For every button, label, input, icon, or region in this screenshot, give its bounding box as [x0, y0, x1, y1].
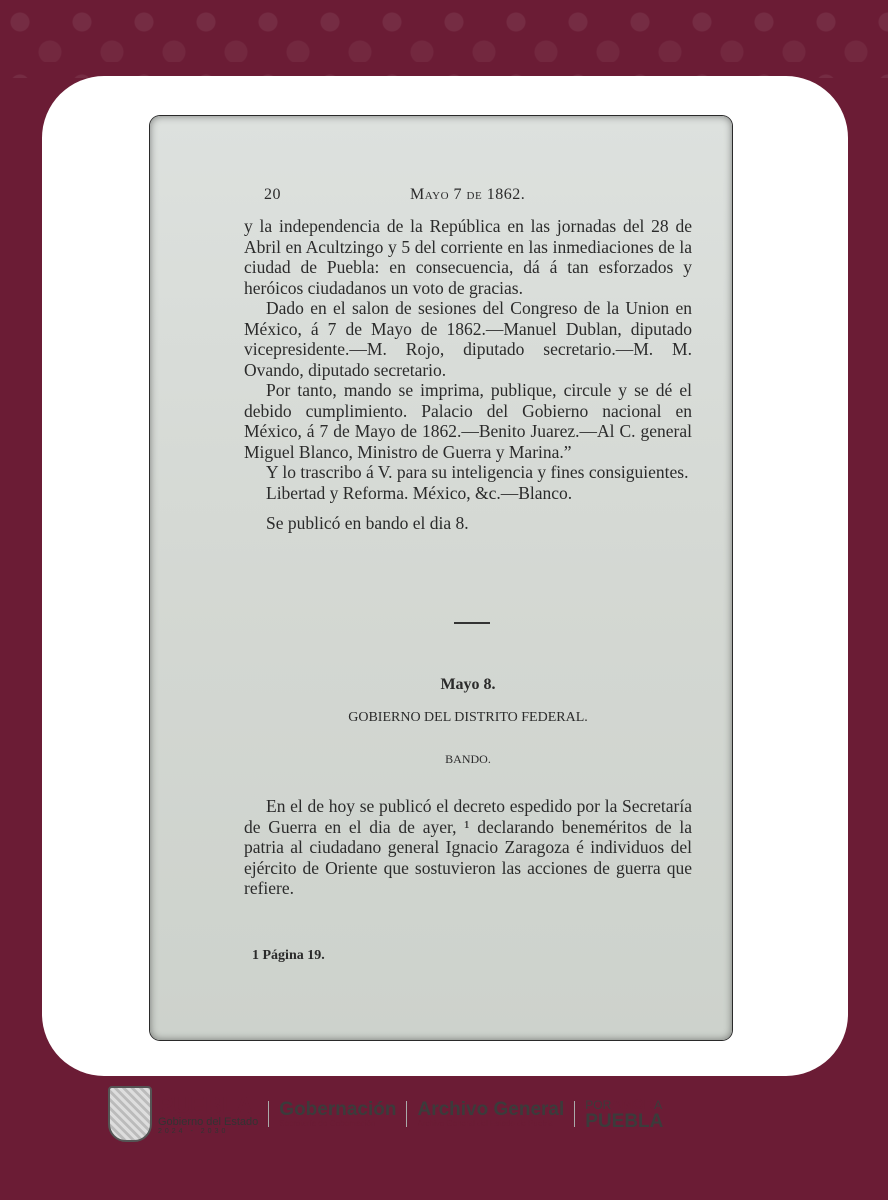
gobernacion-brand [279, 1100, 396, 1128]
paragraph-4: Y lo trascribo á V. para su inteligencia y fines consiguientes. [266, 462, 689, 482]
paragraph-2: Dado en el salon de sesiones del Congreso de la Union en México, á 7 de Mayo de 1862.—Manuel Dublan, diputado vicepresidente.—M. Rojo, diputado secretario.—M. M. Ovando, diputado secretario. [244, 298, 692, 380]
archivo-subtitle: Archivo General del Estado de Puebla [417, 1119, 554, 1128]
header-date: Mayo 7 de 1862. [410, 186, 526, 203]
decorative-pattern-band [0, 0, 888, 78]
archivo-brand [417, 1100, 564, 1128]
footer-logos [108, 1086, 663, 1142]
scanned-document-page [150, 116, 732, 1040]
slogan-brand [585, 1097, 663, 1130]
slogan-puebla: PUEBLA [585, 1110, 664, 1132]
section-type: BANDO. [445, 752, 491, 766]
paragraph-3: Por tanto, mando se imprima, publique, circule y se dé el debido cumplimiento. Palacio del Gobierno nacional en México, á 7 de Mayo de 1862.—Benito Juarez.—Al C. general Miguel Blanco, Ministro de Guerra y Marina.” [244, 380, 692, 462]
slogan-amor: AMOR [611, 1096, 655, 1113]
logo-divider [406, 1101, 407, 1127]
body-text-bottom [244, 796, 692, 899]
footnote: 1 Página 19. [252, 948, 325, 963]
coat-of-arms-icon [108, 1086, 152, 1142]
section-organization: GOBIERNO DEL DISTRITO FEDERAL. [348, 710, 588, 725]
page-number: 20 [264, 186, 281, 203]
puebla-subtitle: Gobierno del Estado [158, 1115, 259, 1128]
section-separator [454, 622, 490, 624]
puebla-years: 2024 - 2030 [158, 1127, 229, 1135]
logo-divider [574, 1101, 575, 1127]
slogan-a: A [654, 1098, 663, 1113]
body-text-top [244, 216, 692, 534]
puebla-brand [158, 1091, 259, 1135]
logo-divider [268, 1101, 269, 1127]
paragraph-6: Se publicó en bando el dia 8. [266, 513, 469, 533]
archivo-wordmark: Archivo General [417, 1099, 565, 1120]
paragraph-5: Libertad y Reforma. México, &c.—Blanco. [266, 482, 573, 503]
gobernacion-wordmark: Gobernación [279, 1099, 397, 1120]
paragraph-1: y la independencia de la República en las jornadas del 28 de Abril en Acultzingo y 5 del corriente en las inmediaciones de la ciudad de Puebla: en consecuencia, dá á tan esforzados y heróicos ciudadanos un voto de gracias. [244, 216, 692, 298]
paragraph-bando: En el de hoy se publicó el decreto espedido por la Secretaría de Guerra en el dia de ayer, ¹ declarando beneméritos de la patria al ciudadano general Ignacio Zaragoza é individuos del ejército de Oriente que sostuvieron las acciones de guerra que refiere. [244, 796, 692, 898]
puebla-wordmark: PUEBLA [158, 1091, 253, 1118]
gobernacion-subtitle: Secretaría de Gobernación [279, 1119, 376, 1128]
slogan-por: POR [585, 1098, 612, 1113]
section-date: Mayo 8. [440, 676, 496, 693]
